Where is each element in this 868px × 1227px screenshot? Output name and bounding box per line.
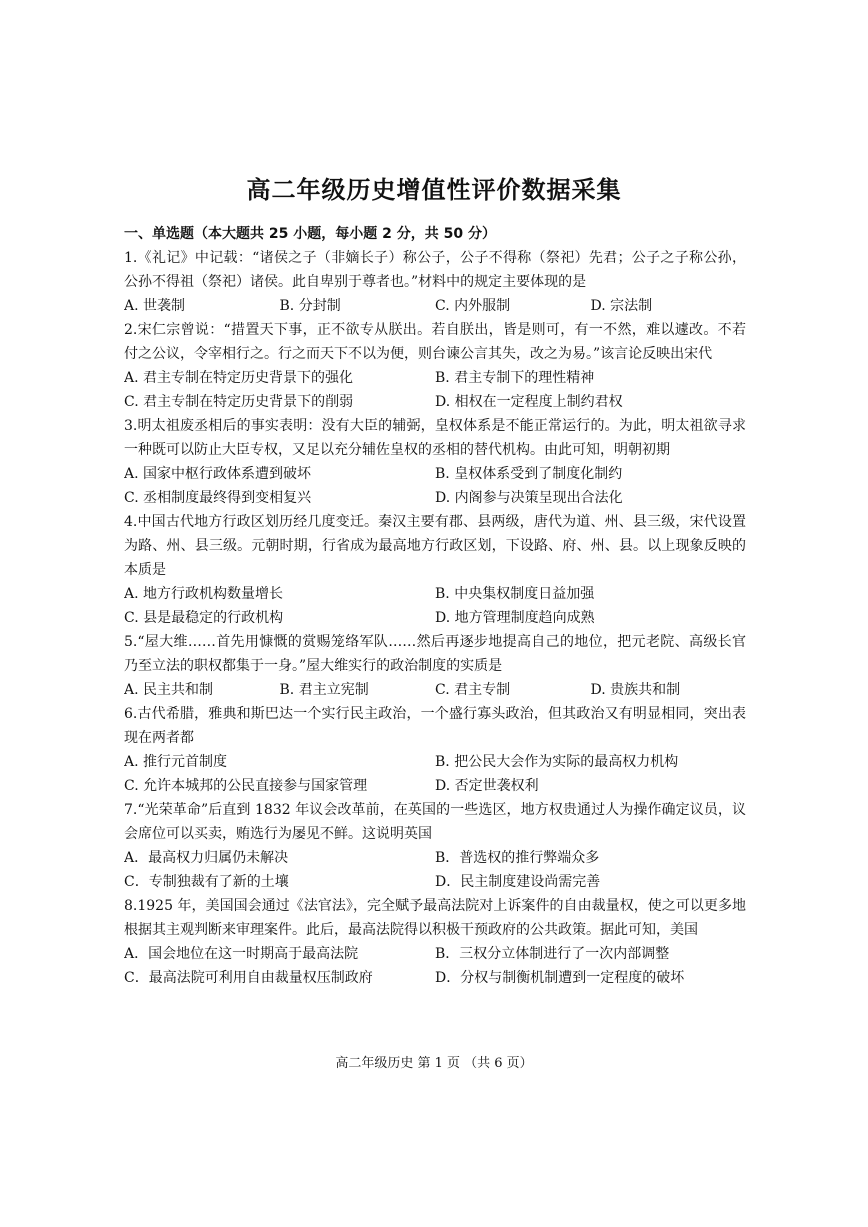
option-group [124, 678, 746, 702]
option-group [124, 846, 746, 894]
option-c: C. 县是最稳定的行政机构 [124, 610, 284, 626]
question-6 [124, 702, 746, 798]
question-stem: 1.《礼记》中记载：“诸侯之子（非嫡长子）称公子，公子不得称（祭祀）先君；公子之子称公孙，公孙不得祖（祭祀）诸侯。此自卑别于尊者也。”材料中的规定主要体现的是 [124, 250, 746, 290]
option-a: A. 地方行政机构数量增长 [124, 586, 284, 602]
option-group [124, 582, 746, 630]
option-c: C. 允许本城邦的公民直接参与国家管理 [124, 778, 368, 794]
option-b: B. 皇权体系受到了制度化制约 [435, 466, 623, 482]
option-b: B．普选权的推行弊端众多 [435, 850, 600, 866]
option-group [124, 942, 746, 990]
question-5 [124, 630, 746, 702]
option-c: C. 君主专制 [435, 682, 511, 698]
question-list [124, 222, 746, 990]
question-stem: 4.中国古代地方行政区划历经几度变迁。秦汉主要有郡、县两级，唐代为道、州、县三级，宋代设置为路、州、县三级。元朝时期，行省成为最高地方行政区划，下设路、府、州、县。以上现象反映的本质是 [124, 514, 746, 578]
option-c: C．最高法院可利用自由裁量权压制政府 [124, 970, 373, 986]
option-d: D．民主制度建设尚需完善 [435, 874, 601, 890]
question-stem: 3.明太祖废丞相后的事实表明：没有大臣的辅弼，皇权体系是不能正常运行的。为此，明太祖欲寻求一种既可以防止大臣专权，又足以充分辅佐皇权的丞相的替代机构。由此可知，明朝初期 [124, 418, 746, 458]
option-b: B. 中央集权制度日益加强 [435, 586, 595, 602]
option-c: C．专制独裁有了新的土壤 [124, 874, 289, 890]
question-stem: 6.古代希腊，雅典和斯巴达一个实行民主政治，一个盛行寡头政治，但其政治又有明显相同，突出表现在两者都 [124, 706, 746, 746]
question-3 [124, 414, 746, 510]
option-c: C. 内外服制 [435, 298, 511, 314]
question-stem: 7.“光荣革命”后直到 1832 年议会改革前，在英国的一些选区，地方权贵通过人为操作确定议员，议会席位可以买卖，贿选行为屡见不鲜。这说明英国 [124, 802, 746, 842]
option-group [124, 294, 746, 318]
question-2 [124, 318, 746, 414]
option-d: D. 否定世袭权利 [435, 778, 539, 794]
option-a: A. 民主共和制 [124, 682, 214, 698]
option-b: B. 分封制 [279, 298, 341, 314]
option-a: A. 国家中枢行政体系遭到破坏 [124, 466, 312, 482]
question-1 [124, 246, 746, 318]
section-heading: 一、单选题（本大题共 25 小题，每小题 2 分，共 50 分） [124, 226, 496, 242]
option-a: A. 世袭制 [124, 298, 186, 314]
question-7 [124, 798, 746, 894]
option-d: D. 贵族共和制 [590, 682, 681, 698]
option-d: D. 地方管理制度趋向成熟 [435, 610, 595, 626]
option-a: A．国会地位在这一时期高于最高法院 [124, 946, 359, 962]
page-footer: 高二年级历史 第 1 页 （共 6 页） [335, 1056, 533, 1071]
option-b: B. 把公民大会作为实际的最高权力机构 [435, 754, 679, 770]
option-d: D. 宗法制 [590, 298, 653, 314]
page-title: 高二年级历史增值性评价数据采集 [246, 176, 622, 204]
question-8 [124, 894, 746, 990]
question-stem: 5.“屋大维……首先用慷慨的赏赐笼络军队……然后再逐步地提高自己的地位，把元老院、高级长官乃至立法的职权都集于一身。”屋大维实行的政治制度的实质是 [124, 634, 746, 674]
option-group [124, 750, 746, 798]
question-stem: 2.宋仁宗曾说：“措置天下事，正不欲专从朕出。若自朕出，皆是则可，有一不然，难以遽改。不若付之公议，令宰相行之。行之而天下不以为便，则台谏公言其失，改之为易。”该言论反映出宋代 [124, 322, 746, 362]
option-d: D．分权与制衡机制遭到一定程度的破坏 [435, 970, 685, 986]
option-d: D. 内阁参与决策呈现出合法化 [435, 490, 623, 506]
option-c: C. 君主专制在特定历史背景下的削弱 [124, 394, 354, 410]
option-group [124, 366, 746, 414]
option-a: A. 君主专制在特定历史背景下的强化 [124, 370, 354, 386]
option-c: C. 丞相制度最终得到变相复兴 [124, 490, 312, 506]
option-b: B．三权分立体制进行了一次内部调整 [435, 946, 670, 962]
option-a: A．最高权力归属仍未解决 [124, 850, 289, 866]
option-group [124, 462, 746, 510]
option-b: B. 君主立宪制 [279, 682, 369, 698]
question-stem: 8.1925 年，美国国会通过《法官法》，完全赋予最高法院对上诉案件的自由裁量权，使之可以更多地根据其主观判断来审理案件。此后，最高法院得以积极干预政府的公共政策。据此可知，美国 [124, 898, 746, 938]
option-d: D. 相权在一定程度上制约君权 [435, 394, 623, 410]
option-a: A. 推行元首制度 [124, 754, 228, 770]
question-4 [124, 510, 746, 630]
option-b: B. 君主专制下的理性精神 [435, 370, 595, 386]
